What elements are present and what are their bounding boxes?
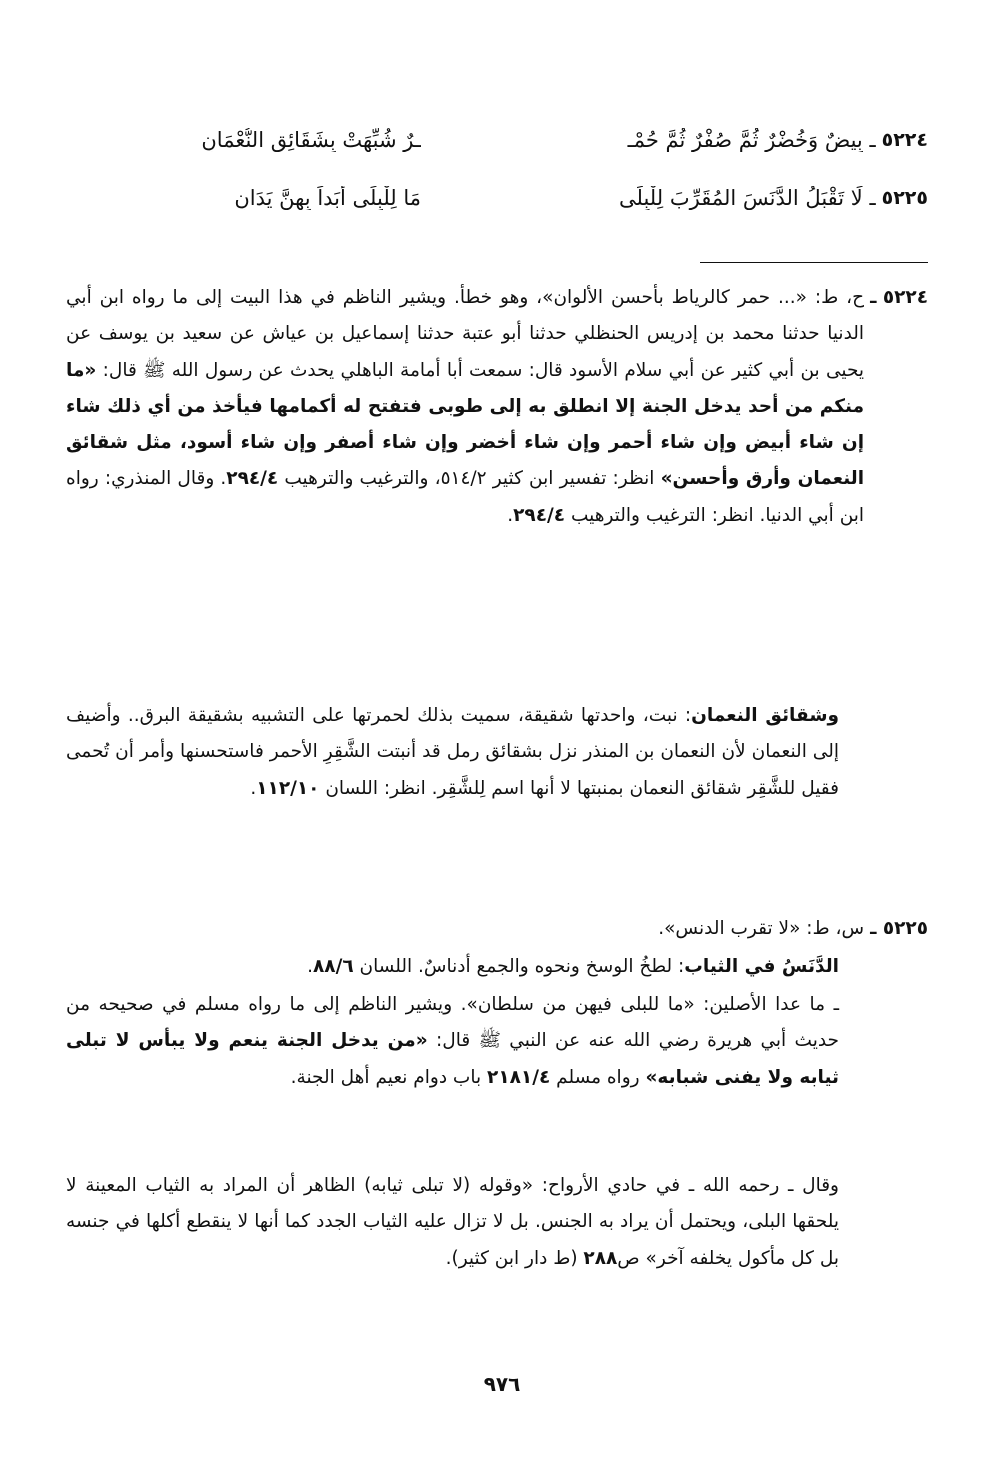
footnote-text: : نبت، واحدتها شقيقة، سميت بذلك لحمرتها على التشبيه بشقيقة البرق.. وأضيف إلى النعمان لأن النعمان بن المنذر نزل بشقائق رمل قد أنبتت الشَّقِرِ الأحمر فاستحسنها وأمر أن تُحمى فقيل للشَّقِر شقائق النعمان بمنبتها لا أنها اسم لِلشَّقِر. انظر: اللسان (66, 705, 839, 799)
reference-number: ٨٨/٦ (312, 956, 354, 977)
footnote-number: ٥٢٢٤ ـ (870, 287, 928, 308)
footnote-5225 (66, 911, 928, 947)
footnote-text: . (507, 504, 514, 526)
footnote-text: ـ ما عدا الأصلين: «ما للبلى فيهن من سلطان». ويشير الناظم إلى ما رواه مسلم في صحيحه من حديث أبي هريرة رضي الله عنه عن النبي ﷺ قال: (66, 994, 839, 1052)
defined-term: الدَّنَسُ في الثياب (684, 956, 839, 977)
footnote-text: رواه مسلم (550, 1066, 646, 1088)
verse-second-hemistich: ـرٌ شُبِّهَتْ بِشَقَائِقِ النُّعْمَانِ (201, 128, 421, 152)
page-number: ٩٧٦ (483, 1372, 521, 1396)
defined-term: وشقائق النعمان (691, 705, 840, 726)
hadith-quote: «ما منكم من أحد يدخل الجنة إلا انطلق به إلى طوبى فتفتح له أكمامها فيأخذ من أي ذلك شاء إن شاء أبيض وإن شاء أحمر وإن شاء أخضر وإن شاء أصفر وإن شاء أسود، مثل شقائق النعمان وأرق وأحسن» (66, 359, 865, 490)
footnote-5225-commentary (66, 1168, 839, 1277)
verse-number: ٥٢٢٥ (881, 187, 928, 209)
footnote-body (66, 280, 864, 534)
footnote-text: . (250, 777, 257, 799)
verse-first-hemistich: ـ بِيضٌ وَخُضْرٌ ثُمَّ صُفْرٌ ثُمَّ حُمْـ (627, 128, 876, 152)
footnote-text: انظر: تفسير ابن كثير ٥١٤/٢، والترغيب والترهيب (278, 468, 661, 490)
hadith-quote: «من يدخل الجنة ينعم ولا يبأس لا تبلى ثيابه ولا يفنى شبابه» (66, 1030, 839, 1088)
footnote-text: (ط دار ابن كثير). (445, 1247, 584, 1269)
footnote-5224 (66, 280, 928, 534)
verse-5224 (66, 118, 928, 162)
footnote-5225-definition (66, 949, 839, 985)
reference-number: ٢٨٨ (583, 1247, 618, 1269)
footnote-text: ح، ط: «... حمر كالرياط بأحسن الألوان»، وهو خطأ. ويشير الناظم في هذا البيت إلى ما رواه ابن أبي الدنيا حدثنا محمد بن إدريس الحنظلي حدثنا أبو عتبة حدثنا إسماعيل بن عياش عن سعيد بن يوسف عن يحيى بن أبي كثير عن أبي سلام الأسود قال: سمعت أبا أمامة الباهلي يحدث عن رسول الله ﷺ قال: (66, 287, 865, 381)
footnote-text: : لطخُ الوسخ ونحوه والجمع أدناسٌ. اللسان (353, 956, 685, 977)
verse-5225 (66, 176, 928, 220)
footnote-5225-variant (66, 987, 839, 1096)
footnote-separator (700, 262, 928, 263)
footnote-5224-definition (66, 698, 839, 807)
footnote-text: س، ط: «لا تقرب الدنس». (658, 918, 865, 939)
footnote-number: ٥٢٢٥ ـ (870, 918, 928, 939)
footnote-text: باب دوام نعيم أهل الجنة. (290, 1066, 488, 1088)
reference-number: ٢٩٤/٤ (513, 504, 566, 526)
reference-number: ٢٩٤/٤ (226, 468, 279, 490)
verse-first-hemistich: ـ لَا تَقْبَلُ الدَّنَسَ المُقَرِّبَ لِلْبِلَى (619, 186, 876, 210)
footnote-text: . وقال المنذري: رواه ابن أبي الدنيا. انظر: الترغيب والترهيب (66, 468, 865, 526)
reference-number: ٢١٨١/٤ (487, 1066, 551, 1088)
footnote-text: . (307, 956, 313, 977)
footnote-text: وقال ـ رحمه الله ـ في حادي الأرواح: «وقوله (لا تبلى ثيابه) الظاهر أن المراد به الثياب المعينة لا يلحقها البلى، ويحتمل أن يراد به الجنس. بل لا تزال عليه الثياب الجدد كما أنها لا ينقطع أكلها في جنسه بل كل مأكول يخلفه آخر» ص (66, 1175, 839, 1269)
footnote-body (66, 911, 864, 947)
verse-second-hemistich: مَا لِلْبِلَى أَبَداً بِهِنَّ يَدَانِ (234, 186, 421, 210)
reference-number: ١١٢/١٠ (256, 777, 320, 799)
verse-number: ٥٢٢٤ (881, 129, 928, 151)
